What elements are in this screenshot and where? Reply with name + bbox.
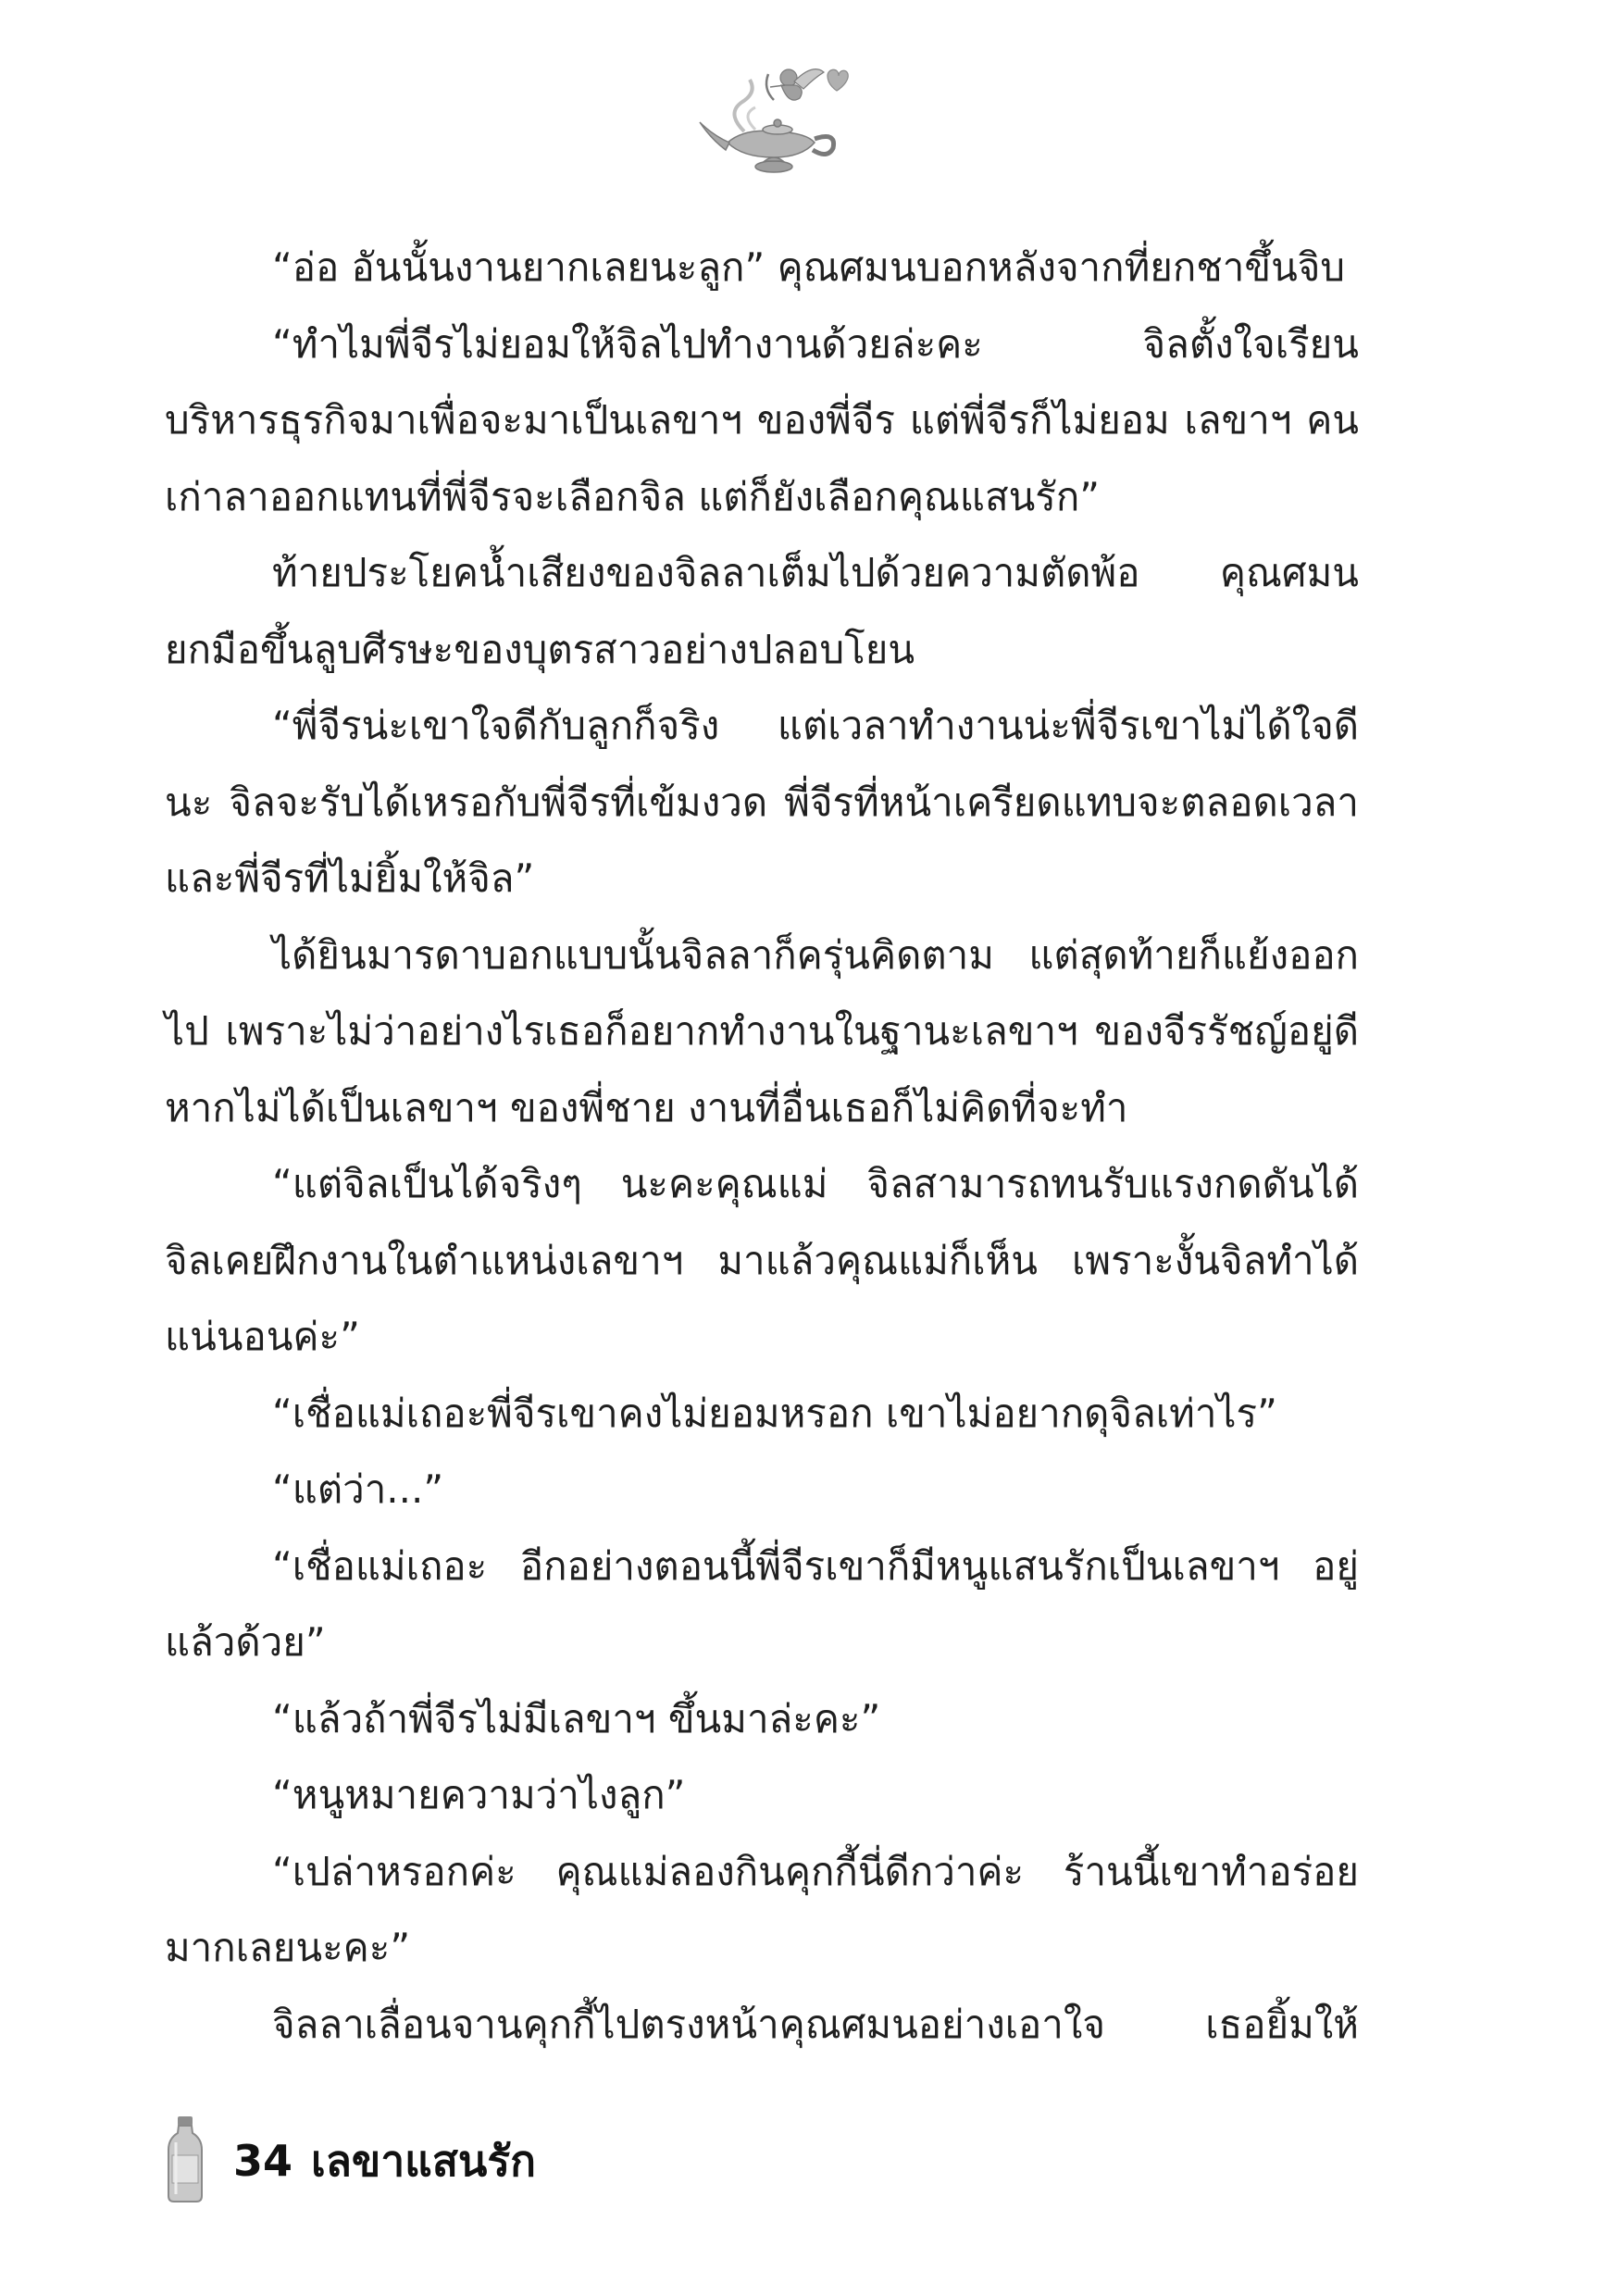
paragraph: “เปล่าหรอกค่ะ คุณแม่ลองกินคุกกี้นี่ดีกว่าค่ะ ร้านนี้เขาทำอร่อยมากเลยนะคะ”: [165, 1848, 1359, 1970]
paragraph: “แล้วถ้าพี่จีรไม่มีเลขาฯ ขึ้นมาล่ะคะ”: [272, 1695, 881, 1741]
paragraph: “เชื่อแม่เถอะพี่จีรเขาคงไม่ยอมหรอก เขาไม่อยากดุจิลเท่าไร”: [272, 1390, 1277, 1436]
book-title: เลขาแสนรัก: [311, 2136, 536, 2186]
chapter-body-text: [165, 230, 1359, 2063]
page-footer: [165, 2115, 905, 2203]
paragraph: ท้ายประโยคน้ำเสียงของจิลลาเต็มไปด้วยความตัดพ้อ คุณศมนยกมือขึ้นลูบศีรษะของบุตรสาวอย่างปลอบโยน: [165, 550, 1359, 672]
paragraph: จิลลาเลื่อนจานคุกกี้ไปตรงหน้าคุณศมนอย่างเอาใจ เธอยิ้มให้: [272, 2001, 1359, 2047]
paragraph: “พี่จีรน่ะเขาใจดีกับลูกก็จริง แต่เวลาทำงานน่ะพี่จีรเขาไม่ได้ใจดีนะ จิลจะรับได้เหรอกับพี่จีรที่เข้มงวด พี่จีรที่หน้าเครียดแทบจะตลอดเวลา และพี่จีรที่ไม่ยิ้มให้จิล”: [165, 703, 1359, 901]
paragraph: “อ่อ อันนั้นงานยากเลยนะลูก” คุณศมนบอกหลังจากที่ยกชาขึ้นจิบ: [272, 244, 1346, 290]
magic-lamp-cupid-icon: [689, 57, 865, 178]
paragraph: “หนูหมายความว่าไงลูก”: [272, 1772, 686, 1817]
page-number: 34: [233, 2136, 293, 2186]
paragraph: ได้ยินมารดาบอกแบบนั้นจิลลาก็ครุ่นคิดตาม แต่สุดท้ายก็แย้งออกไป เพราะไม่ว่าอย่างไรเธอก็อยากทำงานในฐานะเลขาฯ ของจีรรัชญ์อยู่ดี หากไม่ได้เป็นเลขาฯ ของพี่ชาย งานที่อื่นเธอก็ไม่คิดที่จะทำ: [165, 931, 1359, 1130]
paragraph: “เชื่อแม่เถอะ อีกอย่างตอนนี้พี่จีรเขาก็มีหนูแสนรักเป็นเลขาฯ อยู่แล้วด้วย”: [165, 1542, 1359, 1665]
paragraph: “แต่จิลเป็นได้จริงๆ นะคะคุณแม่ จิลสามารถทนรับแรงกดดันได้ จิลเคยฝึกงานในตำแหน่งเลขาฯ มาแล้วคุณแม่ก็เห็น เพราะงั้นจิลทำได้แน่นอนค่ะ”: [165, 1161, 1359, 1359]
paragraph: “ทำไมพี่จีรไม่ยอมให้จิลไปทำงานด้วยล่ะคะ จิลตั้งใจเรียนบริหารธุรกิจมาเพื่อจะมาเป็นเลขาฯ ของพี่จีร แต่พี่จีรก็ไม่ยอม เลขาฯ คนเก่าลาออกแทนที่พี่จีรจะเลือกจิล แต่ก็ยังเลือกคุณแสนรัก”: [165, 320, 1359, 519]
bottle-icon: [165, 2115, 205, 2203]
paragraph: “แต่ว่า...”: [272, 1466, 444, 1512]
